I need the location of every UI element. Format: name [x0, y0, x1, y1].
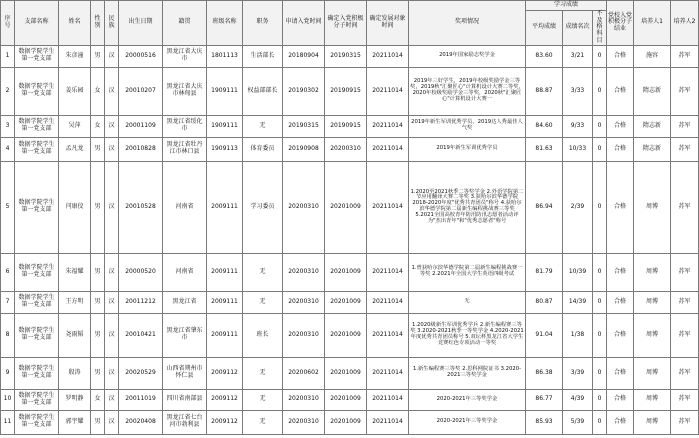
seq-cell: 10 [1, 389, 15, 410]
role-cell: 生活部长 [243, 45, 283, 67]
avg-cell: 83.60 [526, 45, 563, 67]
rank-cell: 9/33 [563, 115, 593, 137]
trainer2-cell: 苏军 [671, 410, 699, 434]
activist-cell: 20201009 [325, 161, 367, 253]
ethnic-cell: 汉 [105, 410, 119, 434]
fail-cell: 0 [593, 389, 607, 410]
apply-cell: 20200310 [283, 389, 325, 410]
rank-cell: 5/39 [563, 410, 593, 434]
origin-cell: 河南省 [163, 161, 207, 253]
branch-cell: 数据学院学生第一党支部 [15, 137, 59, 161]
rank-cell: 10/33 [563, 137, 593, 161]
activist-cell: 20201009 [325, 253, 367, 291]
rank-cell: 3/33 [563, 67, 593, 115]
class-cell: 2009111 [207, 253, 243, 291]
header-ethnic: 民族 [105, 1, 119, 46]
eval-cell: 合格 [607, 161, 634, 253]
avg-cell: 88.87 [526, 67, 563, 115]
origin-cell: 黑龙江省七台河市勃利县 [163, 410, 207, 434]
role-cell: 无 [243, 253, 283, 291]
seq-cell: 11 [1, 410, 15, 434]
ethnic-cell: 汉 [105, 313, 119, 357]
trainer2-cell: 苏军 [671, 137, 699, 161]
ethnic-cell: 汉 [105, 357, 119, 389]
rank-cell: 1/38 [563, 313, 593, 357]
trainer2-cell: 苏军 [671, 389, 699, 410]
gender-cell: 男 [91, 253, 105, 291]
apply-cell: 20200310 [283, 161, 325, 253]
table-row [1, 161, 699, 253]
table-row [1, 67, 699, 115]
role-cell: 班长 [243, 313, 283, 357]
trainer2-cell: 苏军 [671, 291, 699, 313]
trainer1-cell: 周博 [634, 410, 671, 434]
activist-cell: 20201009 [325, 410, 367, 434]
header-gender: 性别 [91, 1, 105, 46]
ethnic-cell: 汉 [105, 253, 119, 291]
header-avg: 平均成绩 [526, 11, 563, 46]
branch-cell: 数据学院学生第一党支部 [15, 115, 59, 137]
table-row [1, 115, 699, 137]
header-rank: 成绩名次 [563, 11, 593, 46]
eval-cell: 合格 [607, 45, 634, 67]
apply-cell: 20200310 [283, 410, 325, 434]
birth-cell: 20000516 [119, 45, 163, 67]
seq-cell: 8 [1, 313, 15, 357]
birth-cell: 20010828 [119, 137, 163, 161]
branch-cell: 数据学院学生第一党支部 [15, 67, 59, 115]
gender-cell: 男 [91, 161, 105, 253]
fail-cell: 0 [593, 313, 607, 357]
avg-cell: 86.38 [526, 357, 563, 389]
name-cell: 殷涛 [59, 357, 91, 389]
rank-cell: 3/39 [563, 357, 593, 389]
class-cell: 1801113 [207, 45, 243, 67]
role-cell: 无 [243, 410, 283, 434]
branch-cell: 数据学院学生第一党支部 [15, 161, 59, 253]
gender-cell: 女 [91, 115, 105, 137]
avg-cell: 86.77 [526, 389, 563, 410]
seq-cell: 6 [1, 253, 15, 291]
role-cell: 无 [243, 389, 283, 410]
class-cell: 2009112 [207, 357, 243, 389]
header-awards: 奖项情况 [409, 1, 526, 46]
apply-cell: 20190302 [283, 67, 325, 115]
role-cell: 体育委员 [243, 137, 283, 161]
activist-cell: 20201009 [325, 313, 367, 357]
trainer1-cell: 隋志新 [634, 137, 671, 161]
branch-cell: 数据学院学生第一党支部 [15, 45, 59, 67]
awards-cell: 2019年三好学生，2019年校级奖励学金三等奖，2019秋"汇聚匠心"计算机设计大赛二等奖，2020年校级奖励学金三等奖，2020秋"汇聚匠心"计算机设计大赛一 [409, 67, 526, 115]
seq-cell: 4 [1, 137, 15, 161]
role-cell: 学习委员 [243, 161, 283, 253]
birth-cell: 20020408 [119, 410, 163, 434]
header-role: 职务 [243, 1, 283, 46]
trainer2-cell: 苏军 [671, 253, 699, 291]
awards-cell: 1.2020至2021秋季二等奖学金 2.外语学院第二节应用翻译大赛二等奖 3.获哈尔滨华德学院2018-2020年度"优秀共青团员"称号 4.获哈尔滨华德学院第二届新生编程挑战赛三等奖 5.2021全国高校青年防汛防汛志愿者活动评为"杰出青年"和"优秀志愿者"称号 [409, 161, 526, 253]
header-trainer2: 培养人2 [671, 1, 699, 46]
class-cell: 2009112 [207, 410, 243, 434]
awards-cell: 2019年新生军训优秀学员 [409, 137, 526, 161]
birth-cell: 20010528 [119, 161, 163, 253]
trainer1-cell: 周博 [634, 253, 671, 291]
birth-cell: 20011212 [119, 291, 163, 313]
seq-cell: 9 [1, 357, 15, 389]
awards-cell: 2020-2021年三等奖学金 [409, 389, 526, 410]
fail-cell: 0 [593, 45, 607, 67]
trainer1-cell: 隋志新 [634, 115, 671, 137]
seq-cell: 5 [1, 161, 15, 253]
birth-cell: 20000520 [119, 253, 163, 291]
activist-cell: 20201009 [325, 291, 367, 313]
awards-cell: 1.新生编程赛三等奖 2.思科网院证书 3.2020-2021三等奖学金 [409, 357, 526, 389]
apply-cell: 20190908 [283, 137, 325, 161]
target-cell: 20211014 [367, 357, 409, 389]
trainer1-cell: 周博 [634, 313, 671, 357]
birth-cell: 20010207 [119, 67, 163, 115]
target-cell: 20211014 [367, 161, 409, 253]
header-study: 学习成绩 [526, 1, 607, 11]
awards-cell: 2020-2021年三等奖学金 [409, 410, 526, 434]
eval-cell: 合格 [607, 115, 634, 137]
eval-cell: 合格 [607, 313, 634, 357]
header-class: 班级名称 [207, 1, 243, 46]
header-trainer1: 培养人1 [634, 1, 671, 46]
header-branch: 支部名称 [15, 1, 59, 46]
activist-cell: 20200310 [325, 137, 367, 161]
name-cell: 尧雨韬 [59, 313, 91, 357]
avg-cell: 85.93 [526, 410, 563, 434]
target-cell: 20211014 [367, 67, 409, 115]
avg-cell: 91.04 [526, 313, 563, 357]
branch-cell: 数据学院学生第一党支部 [15, 389, 59, 410]
name-cell: 姜乐园 [59, 67, 91, 115]
gender-cell: 男 [91, 410, 105, 434]
birth-cell: 20010421 [119, 313, 163, 357]
fail-cell: 0 [593, 357, 607, 389]
birth-cell: 20001109 [119, 115, 163, 137]
name-cell: 朱彦潼 [59, 45, 91, 67]
branch-cell: 数据学院学生第一党支部 [15, 357, 59, 389]
eval-cell: 合格 [607, 410, 634, 434]
seq-cell: 1 [1, 45, 15, 67]
trainer2-cell: 苏军 [671, 357, 699, 389]
table-row [1, 253, 699, 291]
class-cell: 1909111 [207, 67, 243, 115]
trainer2-cell: 苏军 [671, 115, 699, 137]
apply-cell: 20200310 [283, 291, 325, 313]
activist-cell: 20201009 [325, 357, 367, 389]
header-target: 确定发展对象时间 [367, 1, 409, 46]
header-fail: 不及格科目 [593, 11, 607, 46]
rank-cell: 3/21 [563, 45, 593, 67]
fail-cell: 0 [593, 67, 607, 115]
class-cell: 1909111 [207, 115, 243, 137]
fail-cell: 0 [593, 161, 607, 253]
role-cell: 无 [243, 115, 283, 137]
header-eval: 党校入党积极分子结业 [607, 1, 634, 46]
fail-cell: 0 [593, 291, 607, 313]
rank-cell: 4/39 [563, 389, 593, 410]
apply-cell: 20190315 [283, 115, 325, 137]
trainer2-cell: 苏军 [671, 45, 699, 67]
target-cell: 20211014 [367, 253, 409, 291]
rank-cell: 10/39 [563, 253, 593, 291]
trainer1-cell: 隋志新 [634, 67, 671, 115]
birth-cell: 20020529 [119, 357, 163, 389]
name-cell: 罗明静 [59, 389, 91, 410]
name-cell: 孟凡龙 [59, 137, 91, 161]
apply-cell: 20180904 [283, 45, 325, 67]
eval-cell: 合格 [607, 291, 634, 313]
origin-cell: 山西省朔州市怀仁县 [163, 357, 207, 389]
awards-cell: 2019年国家励志奖学金 [409, 45, 526, 67]
header-name: 姓名 [59, 1, 91, 46]
origin-cell: 黑龙江省肇东市 [163, 313, 207, 357]
gender-cell: 男 [91, 313, 105, 357]
eval-cell: 合格 [607, 253, 634, 291]
trainer2-cell: 苏军 [671, 161, 699, 253]
name-cell: 吴萍 [59, 115, 91, 137]
apply-cell: 20200310 [283, 313, 325, 357]
fail-cell: 0 [593, 115, 607, 137]
origin-cell: 河南省 [163, 253, 207, 291]
header-activist: 确定入党积极分子时间 [325, 1, 367, 46]
eval-cell: 合格 [607, 357, 634, 389]
header-origin: 籍贯 [163, 1, 207, 46]
gender-cell: 男 [91, 357, 105, 389]
ethnic-cell: 汉 [105, 137, 119, 161]
name-cell: 王方明 [59, 291, 91, 313]
role-cell: 权益部部长 [243, 67, 283, 115]
trainer1-cell: 施容 [634, 45, 671, 67]
trainer2-cell: 苏军 [671, 67, 699, 115]
gender-cell: 男 [91, 45, 105, 67]
trainer2-cell: 苏军 [671, 313, 699, 357]
apply-cell: 20200602 [283, 357, 325, 389]
header-birth: 出生日期 [119, 1, 163, 46]
ethnic-cell: 汉 [105, 161, 119, 253]
trainer1-cell: 周博 [634, 357, 671, 389]
seq-cell: 2 [1, 67, 15, 115]
trainer1-cell: 周博 [634, 389, 671, 410]
ethnic-cell: 汉 [105, 45, 119, 67]
target-cell: 20211014 [367, 410, 409, 434]
ethnic-cell: 汉 [105, 67, 119, 115]
target-cell: 20211014 [367, 137, 409, 161]
class-cell: 2009111 [207, 291, 243, 313]
table-row [1, 291, 699, 313]
name-cell: 朱福耀 [59, 253, 91, 291]
avg-cell: 80.87 [526, 291, 563, 313]
gender-cell: 男 [91, 291, 105, 313]
eval-cell: 合格 [607, 389, 634, 410]
ethnic-cell: 汉 [105, 291, 119, 313]
ethnic-cell: 汉 [105, 389, 119, 410]
table-row [1, 313, 699, 357]
apply-cell: 20200310 [283, 253, 325, 291]
gender-cell: 女 [91, 389, 105, 410]
table-row [1, 389, 699, 410]
role-cell: 无 [243, 291, 283, 313]
eval-cell: 合格 [607, 67, 634, 115]
origin-cell: 四川省南部县 [163, 389, 207, 410]
branch-cell: 数据学院学生第一党支部 [15, 313, 59, 357]
awards-cell: 无 [409, 291, 526, 313]
trainer1-cell: 周博 [634, 291, 671, 313]
header-apply: 申请入党时间 [283, 1, 325, 46]
activist-cell: 20190315 [325, 45, 367, 67]
class-cell: 2009111 [207, 161, 243, 253]
avg-cell: 84.60 [526, 115, 563, 137]
name-cell: 郭宇耀 [59, 410, 91, 434]
ethnic-cell: 汉 [105, 115, 119, 137]
origin-cell: 黑龙江省 [163, 291, 207, 313]
activist-cell: 20201009 [325, 389, 367, 410]
seq-cell: 3 [1, 115, 15, 137]
class-cell: 2009112 [207, 389, 243, 410]
activist-cell: 20190915 [325, 67, 367, 115]
awards-cell: 2019年新生军训优秀学员，2019达人秀最佳人气奖 [409, 115, 526, 137]
trainer1-cell: 周博 [634, 161, 671, 253]
fail-cell: 0 [593, 253, 607, 291]
rank-cell: 14/39 [563, 291, 593, 313]
class-cell: 1909113 [207, 137, 243, 161]
birth-cell: 20011019 [119, 389, 163, 410]
gender-cell: 女 [91, 67, 105, 115]
header-seq: 序号 [1, 1, 15, 46]
role-cell: 无 [243, 357, 283, 389]
fail-cell: 0 [593, 410, 607, 434]
branch-cell: 数据学院学生第一党支部 [15, 410, 59, 434]
gender-cell: 男 [91, 137, 105, 161]
table-row [1, 137, 699, 161]
target-cell: 20211014 [367, 313, 409, 357]
target-cell: 20211014 [367, 45, 409, 67]
awards-cell: 1.2020级新生军训优秀学兵 2.新生编程赛三等奖 3.2020-2021秋季一等奖学金 4.2020-2021年度优秀共青团员称号 5.双坛杯黑龙江省大学生竞赛红色专项活动一等奖 [409, 313, 526, 357]
origin-cell: 黑龙江省绥化市 [163, 115, 207, 137]
awards-cell: 1.曾获哈尔滨华德学院第二届新生编程挑战赛一等奖 2.2021年全国大学生英语四级考试 [409, 253, 526, 291]
avg-cell: 81.79 [526, 253, 563, 291]
activist-cell: 20190915 [325, 115, 367, 137]
target-cell: 20211014 [367, 291, 409, 313]
seq-cell: 7 [1, 291, 15, 313]
eval-cell: 合格 [607, 137, 634, 161]
avg-cell: 86.94 [526, 161, 563, 253]
table-row [1, 357, 699, 389]
origin-cell: 黑龙江省大庆市林甸县 [163, 67, 207, 115]
avg-cell: 81.63 [526, 137, 563, 161]
branch-cell: 数据学院学生第一党支部 [15, 253, 59, 291]
origin-cell: 黑龙江省大庆市 [163, 45, 207, 67]
target-cell: 20211014 [367, 389, 409, 410]
table-row [1, 410, 699, 434]
fail-cell: 0 [593, 137, 607, 161]
target-cell: 20211014 [367, 115, 409, 137]
branch-cell: 数据学院学生第一党支部 [15, 291, 59, 313]
table-row [1, 45, 699, 67]
name-cell: 闫康佼 [59, 161, 91, 253]
class-cell: 2009111 [207, 313, 243, 357]
rank-cell: 2/39 [563, 161, 593, 253]
origin-cell: 黑龙江省牡丹江市林口县 [163, 137, 207, 161]
